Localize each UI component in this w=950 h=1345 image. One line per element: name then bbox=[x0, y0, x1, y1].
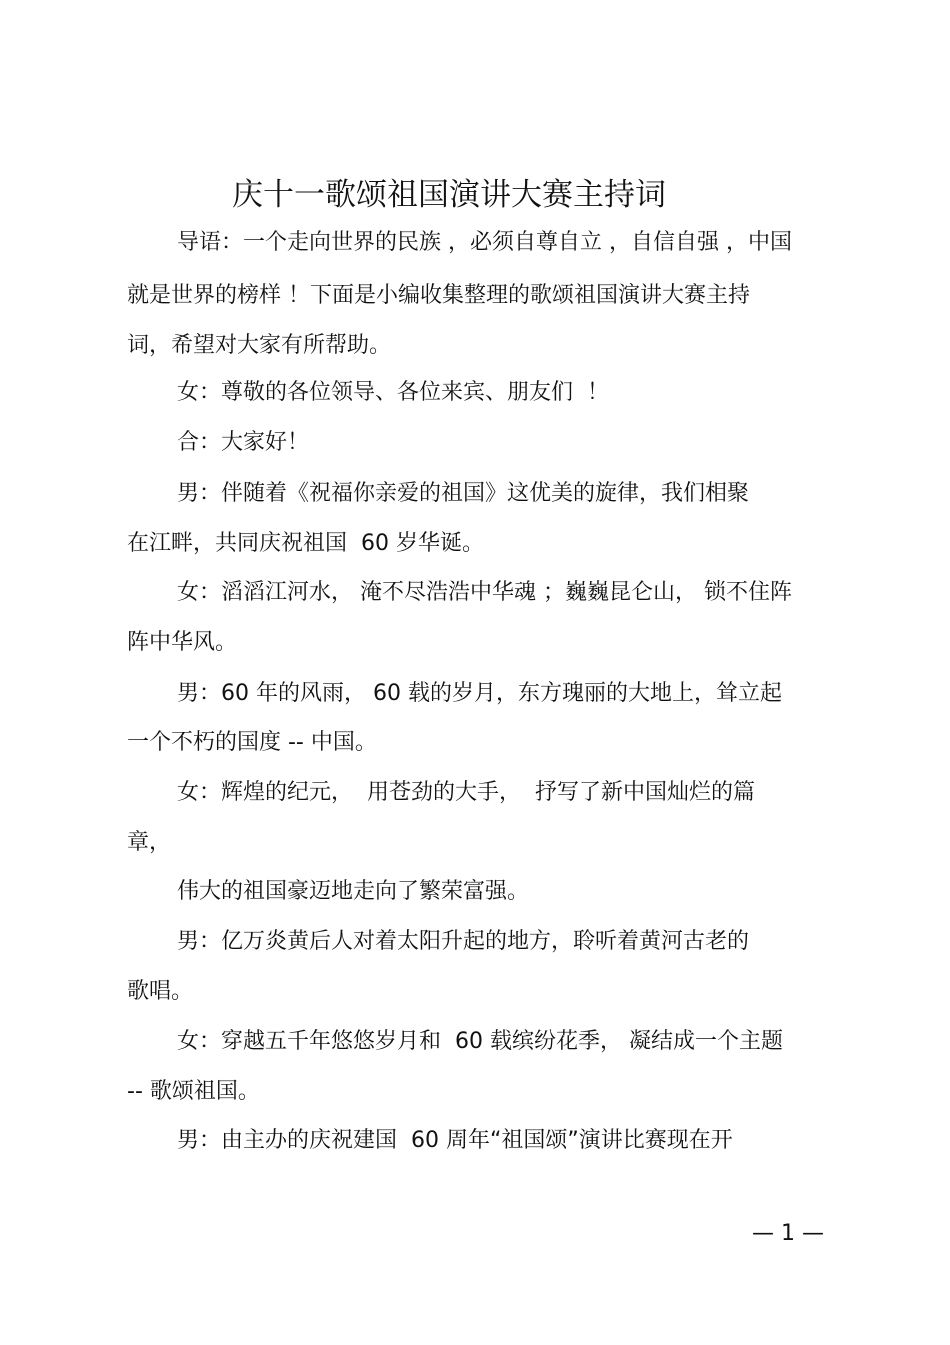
text-line: 男：60 年的风雨， 60 载的岁月，东方瑰丽的大地上，耸立起 bbox=[177, 681, 782, 706]
text-line: 歌唱。 bbox=[127, 979, 194, 1004]
text-line: 男：亿万炎黄后人对着太阳升起的地方，聆听着黄河古老的 bbox=[177, 929, 750, 954]
page-number: — 1 — bbox=[752, 1221, 824, 1246]
text-line: 词，希望对大家有所帮助。 bbox=[127, 333, 392, 358]
text-line: 就是世界的榜样 ！下面是小编收集整理的歌颂祖国演讲大赛主持 bbox=[127, 283, 750, 308]
text-line: 女：辉煌的纪元， 用苍劲的大手， 抒写了新中国灿烂的篇 bbox=[177, 780, 755, 805]
text-line: 在江畔，共同庆祝祖国 60 岁华诞。 bbox=[127, 531, 484, 556]
text-line: 导语：一个走向世界的民族 ，必须自尊自立 ，自信自强 ，中国 bbox=[177, 230, 792, 255]
text-line: 合：大家好！ bbox=[177, 430, 310, 455]
text-line: 女：滔滔江河水， 淹不尽浩浩中华魂 ；巍巍昆仑山， 锁不住阵 bbox=[177, 580, 792, 605]
text-line: 男：由主办的庆祝建国 60 周年“祖国颂”演讲比赛现在开 bbox=[177, 1128, 733, 1153]
text-line: 伟大的祖国豪迈地走向了繁荣富强。 bbox=[177, 879, 530, 904]
document-title: 庆十一歌颂祖国演讲大赛主持词 bbox=[232, 177, 666, 213]
text-line: 一个不朽的国度 -- 中国。 bbox=[127, 730, 377, 755]
text-line: -- 歌颂祖国。 bbox=[127, 1079, 260, 1104]
text-line: 阵中华风。 bbox=[127, 630, 238, 655]
text-line: 章， bbox=[127, 830, 172, 855]
text-line: 女：穿越五千年悠悠岁月和 60 载缤纷花季， 凝结成一个主题 bbox=[177, 1029, 783, 1054]
text-line: 男：伴随着《祝福你亲爱的祖国》这优美的旋律，我们相聚 bbox=[177, 481, 750, 506]
text-line: 女：尊敬的各位领导、各位来宾、朋友们 ！ bbox=[177, 380, 609, 405]
